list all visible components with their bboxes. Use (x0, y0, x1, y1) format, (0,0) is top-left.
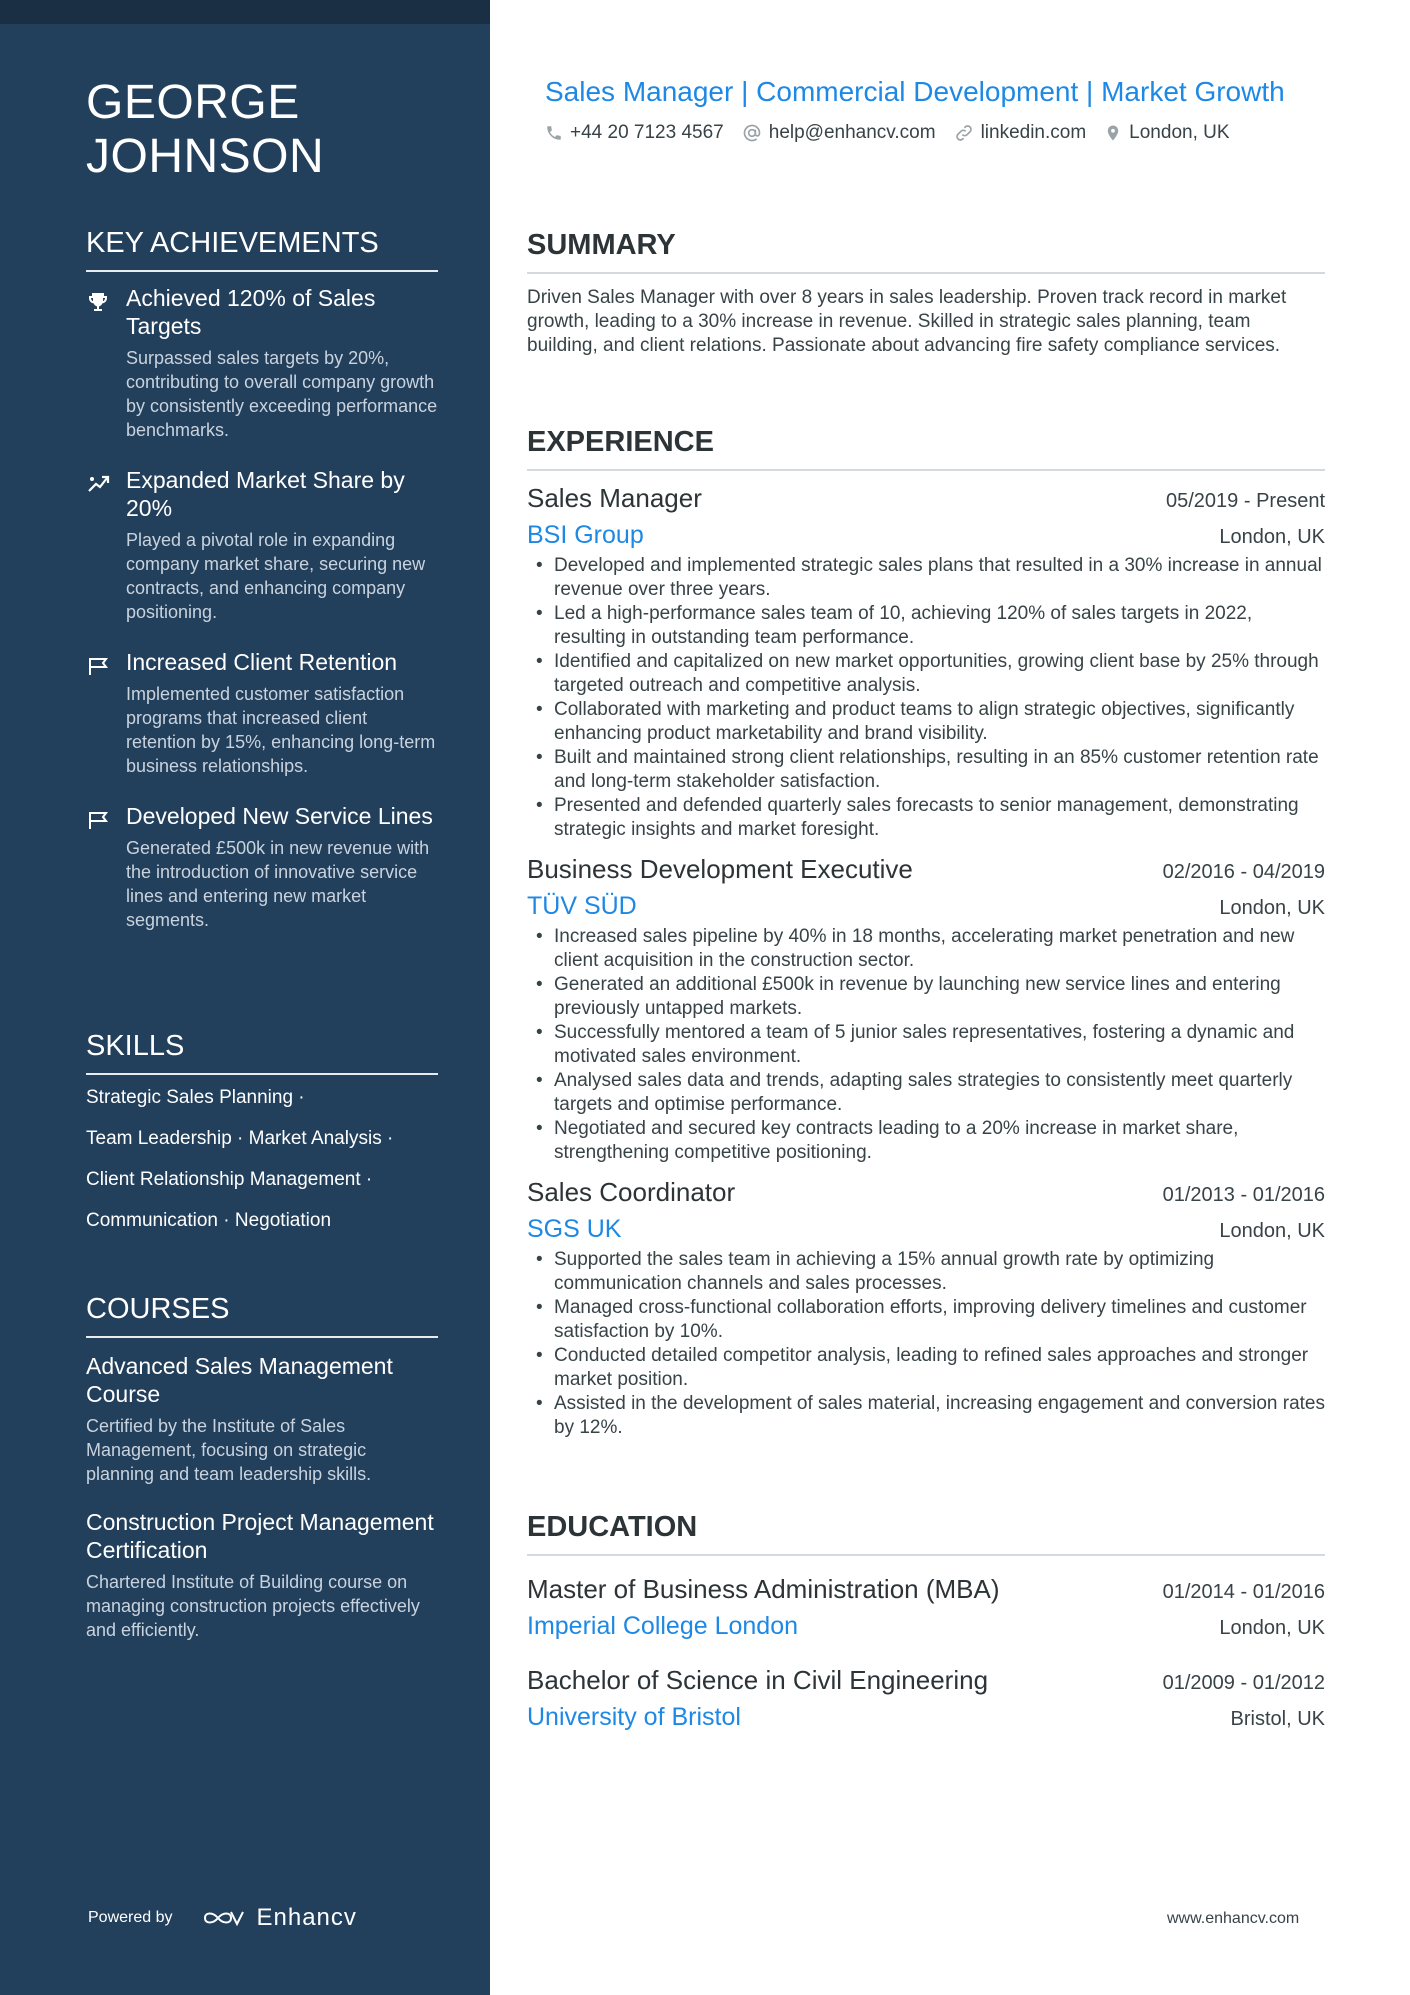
school-name[interactable]: Imperial College London (527, 1612, 799, 1640)
courses-title: COURSES (86, 1292, 438, 1338)
skills-line: Communication · Negotiation (86, 1210, 332, 1231)
achievement-item (86, 648, 438, 778)
contact-linkedin[interactable] (954, 122, 1087, 144)
link-icon (954, 123, 974, 143)
skills-section (86, 1029, 438, 1241)
school-name[interactable]: University of Bristol (527, 1703, 741, 1731)
job-bullet: • Successfully mentored a team of 5 junior sales representatives, fostering a dynamic and motivated sales environment. (527, 1021, 1325, 1069)
education-entry (527, 1663, 1325, 1736)
course-title: Construction Project Management Certification (86, 1509, 434, 1563)
job-bullet: • Assisted in the development of sales material, increasing engagement and conversion rates by 12%. (527, 1392, 1325, 1440)
achievement-item (86, 466, 438, 624)
job-bullet: • Developed and implemented strategic sales plans that resulted in a 30% increase in annual revenue over three years. (527, 554, 1325, 602)
course-item (86, 1508, 438, 1642)
skills-line: Client Relationship Management · (86, 1169, 373, 1190)
powered-by (88, 1904, 357, 1932)
skills-title: SKILLS (86, 1029, 438, 1075)
courses-section (86, 1292, 438, 1664)
achievement-description: Surpassed sales targets by 20%, contributing to overall company growth by consistently exceeding performance benchmarks. (126, 348, 438, 440)
summary-text: Driven Sales Manager with over 8 years in sales leadership. Proven track record in market growth, leading to a 30% increase in revenue. Skilled in strategic sales planning, team building, and client relations. Passionate about advancing fire safety compliance services. (527, 287, 1287, 356)
job-title: Sales Coordinator (527, 1177, 736, 1207)
summary-title: SUMMARY (527, 228, 1325, 274)
job-bullet: • Negotiated and secured key contracts leading to a 20% increase in market share, strengthening competitive positioning. (527, 1117, 1325, 1165)
trophy-icon (86, 284, 126, 442)
education-title: EDUCATION (527, 1510, 1325, 1556)
job-location: London, UK (1219, 897, 1325, 919)
skills-line: Team Leadership · Market Analysis · (86, 1128, 394, 1149)
achievement-title: Increased Client Retention (126, 649, 398, 675)
skills-list (86, 1077, 438, 1241)
enhancv-logo-icon (201, 1906, 247, 1930)
phone-icon (545, 124, 563, 142)
enhancv-brand-name: Enhancv (256, 1904, 357, 1931)
education-dates: 01/2014 - 01/2016 (1162, 1581, 1325, 1603)
company-name[interactable]: BSI Group (527, 521, 644, 549)
job-bullets (527, 925, 1325, 1165)
degree-title: Master of Business Administration (MBA) (527, 1574, 1000, 1604)
key-achievements-title: KEY ACHIEVEMENTS (86, 226, 438, 272)
headline: Sales Manager | Commercial Development | Market Growth (545, 76, 1285, 107)
job-bullet: • Conducted detailed competitor analysis, leading to refined sales approaches and stronger market position. (527, 1344, 1325, 1392)
company-name[interactable]: TÜV SÜD (527, 892, 637, 920)
key-achievements-section (86, 226, 438, 956)
flag-icon (86, 802, 126, 932)
job-dates: 05/2019 - Present (1166, 490, 1325, 512)
achievement-title: Developed New Service Lines (126, 803, 433, 829)
job-dates: 01/2013 - 01/2016 (1162, 1184, 1325, 1206)
achievement-description: Played a pivotal role in expanding company market share, securing new contracts, and enhancing company positioning. (126, 530, 426, 622)
job-bullet: • Led a high-performance sales team of 10, achieving 120% of sales targets in 2022, resulting in outstanding team performance. (527, 602, 1325, 650)
education-location: London, UK (1219, 1617, 1325, 1639)
job-bullet: • Analysed sales data and trends, adapting sales strategies to consistently meet quarterly targets and optimise performance. (527, 1069, 1325, 1117)
experience-title: EXPERIENCE (527, 425, 1325, 471)
achievement-item (86, 802, 438, 932)
email-text: help@enhancv.com (768, 122, 936, 143)
experience-section (527, 425, 1325, 1440)
location-pin-icon (1104, 123, 1122, 143)
job-bullet: • Managed cross-functional collaboration efforts, improving delivery timelines and customer satisfaction by 10%. (527, 1296, 1325, 1344)
sidebar (0, 0, 490, 1995)
candidate-name: GEORGE JOHNSON (86, 76, 325, 183)
job-bullets (527, 1248, 1325, 1440)
contact-location (1104, 122, 1229, 144)
job-title: Sales Manager (527, 483, 702, 513)
job-entry (527, 852, 1325, 1165)
linkedin-text: linkedin.com (980, 122, 1087, 143)
contact-phone[interactable] (545, 122, 724, 144)
achievement-title: Expanded Market Share by 20% (126, 467, 405, 521)
achievement-item (86, 284, 438, 442)
job-bullets (527, 554, 1325, 842)
powered-by-label: Powered by (88, 1909, 173, 1926)
sidebar-top-bar (0, 0, 490, 24)
course-item (86, 1352, 438, 1486)
education-section (527, 1510, 1325, 1736)
enhancv-logo[interactable] (201, 1904, 357, 1932)
job-dates: 02/2016 - 04/2019 (1162, 861, 1325, 883)
job-entry (527, 481, 1325, 842)
degree-title: Bachelor of Science in Civil Engineering (527, 1665, 989, 1695)
course-description: Chartered Institute of Building course on managing construction projects effectively and efficiently. (86, 1572, 420, 1640)
flag-icon (86, 648, 126, 778)
job-bullet: • Increased sales pipeline by 40% in 18 months, accelerating market penetration and new client acquisition in the construction sector. (527, 925, 1325, 973)
job-bullet: • Identified and capitalized on new market opportunities, growing client base by 25% through targeted outreach and competitive analysis. (527, 650, 1325, 698)
contact-email[interactable] (742, 122, 936, 144)
company-name[interactable]: SGS UK (527, 1215, 622, 1243)
course-title: Advanced Sales Management Course (86, 1353, 393, 1407)
education-entry (527, 1572, 1325, 1645)
skills-line: Strategic Sales Planning · (86, 1087, 305, 1108)
job-location: London, UK (1219, 526, 1325, 548)
growth-icon (86, 466, 126, 624)
location-text: London, UK (1129, 122, 1230, 143)
education-dates: 01/2009 - 01/2012 (1162, 1672, 1325, 1694)
education-location: Bristol, UK (1230, 1708, 1325, 1730)
achievement-description: Implemented customer satisfaction programs that increased client retention by 15%, enhancing long-term business relationships. (126, 684, 436, 776)
job-bullet: • Generated an additional £500k in revenue by launching new service lines and entering previously untapped markets. (527, 973, 1325, 1021)
job-bullet: • Presented and defended quarterly sales forecasts to senior management, demonstrating strategic insights and market foresight. (527, 794, 1325, 842)
job-location: London, UK (1219, 1220, 1325, 1242)
job-bullet: • Supported the sales team in achieving a 15% annual growth rate by optimizing communication channels and sales processes. (527, 1248, 1325, 1296)
course-description: Certified by the Institute of Sales Management, focusing on strategic planning and team leadership skills. (86, 1416, 372, 1484)
footer-url[interactable]: www.enhancv.com (1167, 1910, 1300, 1927)
phone-text: +44 20 7123 4567 (570, 122, 724, 143)
job-bullet: • Built and maintained strong client relationships, resulting in an 85% customer retention rate and long-term stakeholder satisfaction. (527, 746, 1325, 794)
job-entry (527, 1175, 1325, 1440)
job-title: Business Development Executive (527, 854, 913, 884)
at-icon (742, 123, 762, 143)
contact-bar (545, 122, 1248, 144)
job-bullet: • Collaborated with marketing and product teams to align strategic objectives, significantly enhancing product marketability and brand visibility. (527, 698, 1325, 746)
achievement-description: Generated £500k in new revenue with the introduction of innovative service lines and entering new market segments. (126, 838, 430, 930)
achievement-title: Achieved 120% of Sales Targets (126, 285, 376, 339)
summary-section (527, 228, 1325, 358)
